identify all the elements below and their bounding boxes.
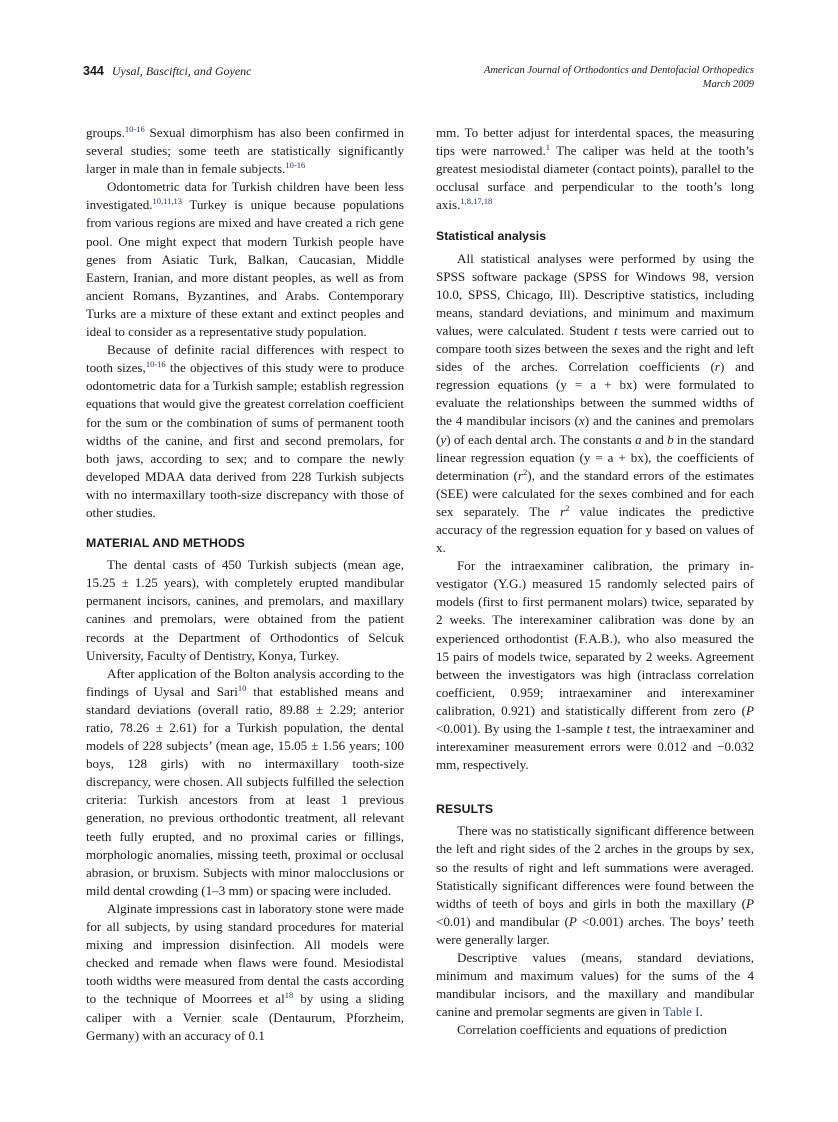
page-number: 344 xyxy=(83,64,104,78)
paragraph: Alginate impressions cast in laboratory stone were made for all subjects, by using standard procedures for material mixing and impression disinfection. All models were checked and remade when flaws were found. Mesiodistal tooth widths were measured from dental the casts according to the technique of Moorrees et $al^{18}$ by using a sliding caliper with a Vernier scale (Dentaurum, Pforzheim, Germany) with an accuracy of 0.1 xyxy=(86,900,404,1043)
subsection-heading-statistical-analysis: Statistical analysis xyxy=(436,229,547,244)
reference-link[interactable]: 1 xyxy=(545,142,550,153)
reference-link[interactable]: 10,11,13 xyxy=(152,196,182,207)
running-header-right xyxy=(484,64,754,92)
paragraph: For the intraexaminer calibration, the primary investigator (Y.G.) measured 15 randomly selected pairs of models (first to first permanent molars) twice, separated by 2 weeks. The interexaminer calibration was done by an experienced orthodontist (F.A.B.), who also measured the 15 pairs of models twice, separated by 2 weeks. Agreement between the investigators was high (intraclass correlation coefficient, 0.959; intraexaminer and interexaminer calibration, 0.921) and statistically different from zero (P <0.001). By using the 1-sample t test, the intraexaminer and interexaminer measurement errors were 0.012 and −0.032 mm, respectively. xyxy=(436,558,754,773)
section-heading-methods: MATERIAL AND METHODS xyxy=(86,536,245,551)
paragraph: Correlation coefficients and equations of prediction xyxy=(457,1022,727,1038)
reference-link[interactable]: 18 xyxy=(284,990,294,1001)
journal-title: American Journal of Orthodontics and Dentofacial Orthopedics xyxy=(483,65,754,76)
paragraph: Odontometric data for Turkish children have been less investigated.$^{10,11,13}$ Turkey is unique because populations from various regions are mixed and have created a rich gene pool. One might expect that modern Turkish people have genes from Asiatic Turk, Balkan, Caucasian, Middle Eastern, Iranian, and more distant peoples, as well as from ancient Romans, Byzantines, and Arabs. Contemporary Turks are a mixture of these extant and extinct peoples and ideal to consider as a representative study population. xyxy=(86,179,404,340)
paragraph: mm. To better adjust for interdental spaces, the measuring tips were narrowed.$^1$ The caliper was held at the tooth’s greatest mesiodistal diameter (contact points), parallel to the occlusal surface and perpendicular to the tooth’s long axis.$^{1,8,17,18}$ xyxy=(436,125,755,213)
section-heading-results: RESULTS xyxy=(436,802,494,817)
paragraph: Descriptive values (means, standard deviations, minimum and maximum values) for the sums of the 4 mandibular incisors, and the maxillary and mandibular canine and premolar segments are given in Table I. xyxy=(436,950,754,1020)
issue-date: March 2009 xyxy=(702,79,754,90)
right-column xyxy=(436,124,754,1040)
reference-link[interactable]: 10 xyxy=(237,682,247,693)
left-column xyxy=(86,124,404,1045)
reference-link[interactable]: 10-16 xyxy=(124,124,145,134)
paragraph: There was no statistically significant difference between the left and right sides of the 2 arches in the groups by sex, so the results of right and left summations were averaged. Statistically significant differences were found between the widths of teeth of boys and girls in both the maxillary (P <0.01) and mandibular (P <0.001) arches. The boys’ teeth were generally larger. xyxy=(436,823,754,947)
paragraph: After application of the Bolton analysis according to the findings of Uysal and Sari$^{10}$ that established means and standard deviations (overall ratio, 89.88 ± 2.29; anterior ratio, 78.26 ± 2.61) for a Turkish population, the dental models of 228 subjects’ (mean age, 15.05 ± 1.56 years; 100 boys, 128 girls) with no intermaxillary tooth-size discrepancy, were chosen. All subjects fulfilled the selection criteria: Turkish ancestors from at least 1 previous generation, no previous orthodontic treatment, all relevant teeth fully erupted, and no proximal caries or fillings, morphologic anomalies, missing teeth, proximal or occlusal abrasion, or bruxism. Subjects with minor malocclusions or mild dental crowding (1–3 mm) or spacing were included. xyxy=(86,665,405,898)
paragraph: All statistical analyses were performed by using the SPSS software package (SPSS for Windows 98, version 10.0, SPSS, Chicago, Ill). Descriptive statistics, including means, standard deviations, and minimum and maximum values, were calculated. Student t tests were carried out to compare tooth sizes between the sexes and the right and left sides of the arches. Correlation coefficients (r) and regression equations (y = a + bx) were formulated to evaluate the relationships between the summed widths of the 4 mandibular incisors (x) and the canines and premolars (y) of each dental arch. The constants a and b in the standard linear regression equation (y = a + bx), the coefficients of determination $(r^2)$, and the standard errors of the estimates (SEE) were calculated for the sexes combined and for each sex separately. The $r^2$ value indicates the predictive accuracy of the regression equation for y based on values of x. xyxy=(436,250,755,556)
reference-link[interactable]: 1,8,17,18 xyxy=(460,196,493,207)
author-names: Uysal, Basciftci, and Goyenc xyxy=(111,64,252,78)
paragraph: The dental casts of 450 Turkish subjects (mean age, 15.25 ± 1.25 years), with completely erupted mandibular permanent incisors, canines, and premolars, and maxillary canines and premolars, were obtained from the patient records at the Department of Orthodontics of Selcuk University, Faculty of Dentistry, Konya, Turkey. xyxy=(86,557,404,663)
paragraph: groups.$^{10-16}$ Sexual dimorphism has also been confirmed in several studies; some teeth are statistically significantly larger in male than in female subjects.$^{10-16}$ xyxy=(86,124,404,177)
paragraph: Because of definite racial differences with respect to tooth sizes,$^{10-16}$ the objectives of this study were to produce odontometric data for a Turkish sample; establish regression equations that would give the greatest correlation coefficient for the sum or the combination of sums of permanent tooth widths of the canine, and first and second premolars, for both jaws, according to sex; and to compare the newly developed MDAA data derived from 228 Turkish subjects with no intermaxillary tooth-size discrepancy with those of other studies. xyxy=(86,342,405,520)
table-i-link[interactable]: Table I xyxy=(663,1004,700,1020)
reference-link[interactable]: 10-16 xyxy=(145,359,166,370)
reference-link[interactable]: 10-16 xyxy=(285,160,306,171)
running-header-left xyxy=(83,64,252,79)
